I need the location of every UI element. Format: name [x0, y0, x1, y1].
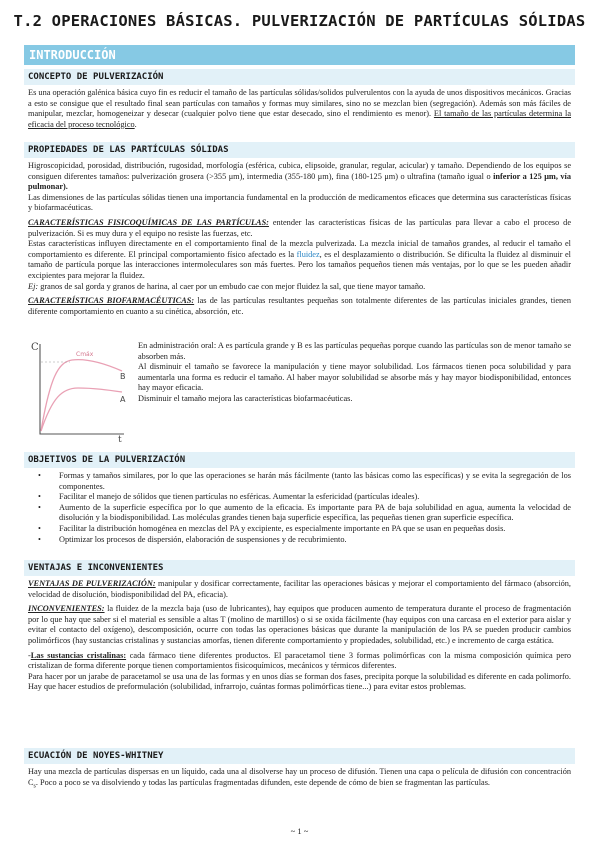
concepto-text: Es una operación galénica básica cuyo fin es reducir el tamaño de las partículas sólidas/solidos pulverulentos con la ayuda de unos dispositivos mecánicos. Gracias a esto se consigue que el resultado final sean partículas con tamaños y formas muy similares, sino no se mezclan bien (segregación). Además son más fáciles de manipular, mezclar, homogeneizar y desecar (cualquier polvo tiene que estar desecado, sino el rendimiento es menor). [28, 88, 571, 119]
bf-side-1: En administración oral: A es partícula grande y B es las partículas pequeñas porque cuando las partículas son de menor tamaño se absorben más. [138, 341, 571, 361]
propiedades-p2: Las dimensiones de las partículas sólidas tienen una importancia fundamental en la producción de medicamentos eficaces que determina sus características físicas y biofarmacéuticas. [28, 192, 571, 213]
section-band-introduccion: INTRODUCCIÓN [24, 45, 575, 65]
noyes-sub: s [33, 783, 36, 790]
concentration-time-sketch [30, 338, 130, 443]
propiedades-block [28, 161, 571, 317]
sketch-label-a: A [120, 395, 126, 404]
biofarmaceuticas-label: CARACTERÍSTICAS BIOFARMACÉUTICAS: [28, 296, 195, 306]
cristalinas-text: cada fármaco tiene diferentes productos. El paracetamol tiene 3 formas polimórficas con la misma composición química pero cristalizan de forma diferente porque tienen comportamientos fisicoquímicos, mecánicos y térmicos diferentes. [28, 650, 571, 671]
heading-propiedades: PROPIEDADES DE LAS PARTÍCULAS SÓLIDAS [24, 142, 575, 158]
page-number: ~ 1 ~ [290, 826, 309, 836]
heading-objetivos: OBJETIVOS DE LA PULVERIZACIÓN [24, 452, 575, 468]
cristalinas-dash: - [28, 650, 31, 660]
cristalinas-label: Las sustancias cristalinas: [30, 650, 127, 660]
sketch-label-b: B [120, 372, 126, 381]
biofarmaceuticas-text: las de las partículas resultantes pequeñas son totalmente diferentes de las partículas iniciales grandes, tienen diferente comportamiento en cuanto a su cinética, absorción, etc. [28, 296, 572, 316]
cristalinas-p2: Para hacer por un jarabe de paracetamol se usa una de las formas y en unos días se forman dos fases, precipita porque la solubilidad es diferente en cada polimorfo. Hay que hacer estudios de preformulación (solubilidad, infrarrojo, cuántas formas polimórficas tiene...) para evitar estos problemas. [28, 671, 571, 692]
fisicoquimicas-p2b: , es el desplazamiento o distribución. Se dificulta la fluidez al disminuir el tamaño de partícula porque las interacciones intermoleculares son más fuertes. Pero los tamaños pequeños tienen más ventajas, por lo que se les pueden añadir excipientes para mejorar la fluidez. [28, 249, 571, 280]
sketch-cmax-label: Cmáx [76, 351, 94, 358]
sketch-x-label: t [118, 435, 122, 443]
sketch-curve-b [41, 360, 122, 431]
biofarmaceuticas-side-text [138, 341, 571, 405]
concepto-paragraph: Es una operación galénica básica cuyo fin es reducir el tamaño de las partículas sólidas/solidos pulverulentos con la ayuda de unos dispositivos mecánicos. Gracias a esto se consigue que el resultado final sean partículas con tamaños y formas muy similares, sino no se mezclan bien (segregación). Además son más fáciles de manipular, mezclar, homogeneizar y desecar (cualquier polvo tiene que estar desecado, sino el rendimiento es menor). El tamaño de las partículas determina la eficacia del proceso tecnológico. [28, 88, 572, 129]
heading-concepto: CONCEPTO DE PULVERIZACIÓN [24, 69, 575, 85]
list-item: • Formas y tamaños similares, por lo que las operaciones se harán más fácilmente (tanto las básicas como las específicas) y se evita la segregación de los componentes. [28, 471, 571, 492]
bf-side-3: Disminuir el tamaño mejora las características biofarmacéuticas. [138, 393, 353, 403]
noyes-block [28, 767, 571, 792]
sketch-y-label: C [31, 342, 39, 353]
ventajas-label: VENTAJAS DE PULVERIZACIÓN: [28, 579, 156, 588]
inconvenientes-text: la fluidez de la mezcla baja (uso de lubricantes), hay equipos que producen aumento de temperatura durante el proceso de fragmentación por lo que hay que saber si el material es sensible a altas T (molino de martillos) o si se oxida fácilmente (hay equipos con una carcasa en el exterior para aislar y evitar el contacto del oxígeno), descomposición, ocurre con todas las operaciones básicas que durante la manipulación de los PA se pueden producir cambios polimórficos (hay sustancias cristalinas y sustancias amorfas, tienen diferente comportamiento y propiedades, solubilidad, etc.) e incremento de carga estática. [28, 604, 572, 645]
fluidez-term: fluidez [296, 249, 320, 259]
sketch-curve-a [41, 388, 122, 431]
heading-ventajas: VENTAJAS E INCONVENIENTES [24, 560, 575, 576]
propiedades-p1: Higroscopicidad, porosidad, distribución, rugosidad, morfología (esférica, cubica, elipsoide, granular, regular, acicular) y tamaño. Dependiendo de los equipos se consiguen diferentes tamaños: pulverización grosera (>355 μm), intermedia (355-180 μm), fina (180-125 μm) o ultrafina (tamaño igual o [28, 161, 571, 181]
ventajas-block [28, 579, 571, 693]
list-item: • Facilitar la distribución homogénea en mezclas del PA y excipiente, es especialmente importante en PA que se usan en pequeñas dosis. [28, 524, 571, 535]
ventajas-text: manipular y dosificar correctamente, facilitar las operaciones básicas y mejorar el comportamiento del fármaco (absorción, velocidad de disolución, biodisponibilidad del PA, eficacia). [28, 579, 572, 599]
fisicoquimicas-label: CARACTERÍSTICAS FISICOQUÍMICAS DE LAS PARTÍCULAS: [28, 217, 269, 227]
objetivos-list [28, 471, 571, 545]
ejemplo-label: Ej: [28, 281, 39, 291]
fisicoquimicas-p2a: Estas características influyen directamente en el comportamiento final de la mezcla pulverizada. La mezcla inicial de tamaños grandes, al reducir el tamaño el comportamiento es diferente. El principal comportamiento físico afectado es la [28, 239, 571, 259]
fisicoquimicas-text: entender las características físicas de las partículas para llevar a cabo el proceso de pulverización. Si es muy dura y el equipo no resiste las fuerzas, etc. [28, 217, 571, 238]
list-item: • Optimizar los procesos de dispersión, elaboración de suspensiones y de recubrimiento. [28, 535, 571, 546]
page-title: T.2 OPERACIONES BÁSICAS. PULVERIZACIÓN DE PARTÍCULAS SÓLIDAS [13, 12, 586, 30]
list-item: • Facilitar el manejo de sólidos que tienen partículas no esféricas. Aumentar la esfericidad (partículas ideales). [28, 492, 571, 503]
ejemplo-text: granos de sal gorda y granos de harina, al caer por un embudo cae con mejor fluidez la sal, que tiene mayor tamaño. [40, 281, 426, 291]
bf-side-2: Al disminuir el tamaño se favorece la manipulación y tiene mayor solubilidad. Los fármacos tienen poca solubilidad y para aumentarla una forma es reducir el tamaño. Al haber mayor solubilidad se absorbe más y hay mayor biodisponibilidad, entonces hay mayor eficacia. [138, 362, 571, 393]
inconvenientes-label: INCONVENIENTES: [28, 604, 105, 614]
propiedades-p1-bold: inferior a 125 μm, vía pulmonar). [28, 171, 572, 192]
noyes-text: Hay una mezcla de partículas dispersas en un líquido, cada una al disolverse hay un proceso de difusión. Tienen una capa o película de difusión con concentración C [28, 767, 571, 787]
list-item: • Aumento de la superficie específica por lo que aumento de la eficacia. Es importante para PA de baja solubilidad en agua, aumenta la velocidad de disolución y la biodisponibilidad. Las moléculas grandes tienen baja superficie específica, las pequeñas tienen gran superficie específica. [28, 503, 571, 524]
heading-noyes-whitney: ECUACIÓN DE NOYES-WHITNEY [24, 748, 575, 764]
noyes-text2: . Poco a poco se va disolviendo y todas las partículas fragmentadas difunden, este depende de cómo de bien se fragmentan las partículas. [35, 777, 490, 787]
concepto-underline: El tamaño de las partículas determina la eficacia del proceso tecnológico [28, 109, 572, 129]
